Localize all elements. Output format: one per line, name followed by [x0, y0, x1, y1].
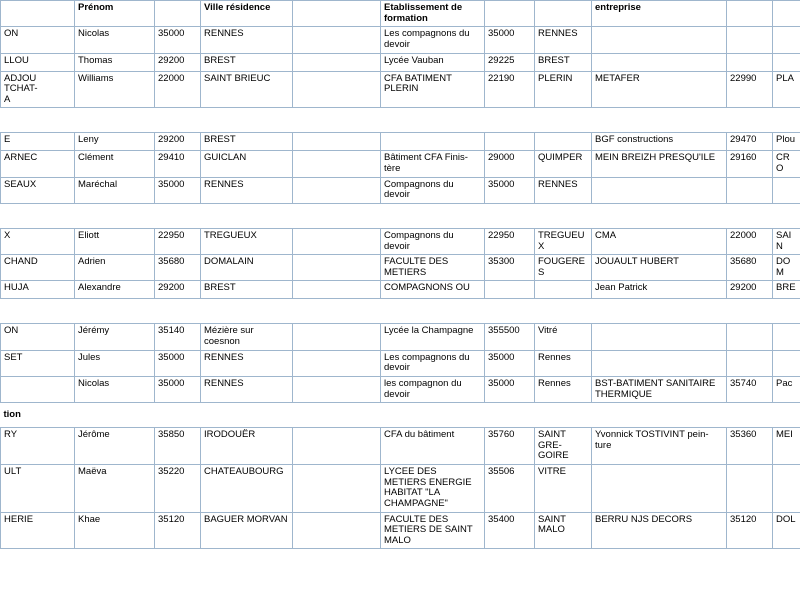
table-row[interactable]: [1, 465, 800, 513]
cell-entreprise[interactable]: METAFER: [592, 71, 727, 108]
spacer-cell: [1, 203, 800, 228]
cell-prenom[interactable]: Maëva: [75, 465, 155, 513]
spacer-row: [1, 108, 800, 133]
column-header-nom[interactable]: [1, 1, 75, 27]
cell-vide[interactable]: [293, 428, 381, 465]
cell-cp_ent[interactable]: [727, 27, 773, 53]
cell-cp_res[interactable]: 35140: [155, 324, 201, 350]
cell-ville_etab[interactable]: RENNES: [535, 27, 592, 53]
cell-prenom[interactable]: Adrien: [75, 255, 155, 281]
cell-ville_res[interactable]: RENNES: [201, 177, 293, 203]
cell-ville_res[interactable]: BREST: [201, 53, 293, 71]
cell-vide[interactable]: [293, 151, 381, 177]
column-header-entreprise[interactable]: entreprise: [592, 1, 727, 27]
cell-cp_etab[interactable]: 35300: [485, 255, 535, 281]
cell-cp_ent[interactable]: 29200: [727, 281, 773, 299]
column-header-prenom[interactable]: Prénom: [75, 1, 155, 27]
cell-entreprise[interactable]: MEIN BREIZH PRESQU'ILE: [592, 151, 727, 177]
cell-etab[interactable]: Compagnons du devoir: [381, 177, 485, 203]
cell-ville_ent[interactable]: DOM: [773, 255, 800, 281]
table-row[interactable]: [1, 324, 800, 350]
cell-ville_res[interactable]: RENNES: [201, 376, 293, 402]
cell-ville_res[interactable]: IRODOUËR: [201, 428, 293, 465]
cell-ville_ent[interactable]: [773, 324, 800, 350]
cell-vide[interactable]: [293, 512, 381, 549]
cell-vide[interactable]: [293, 27, 381, 53]
cell-ville_etab[interactable]: QUIMPER: [535, 151, 592, 177]
cell-ville_res[interactable]: DOMALAIN: [201, 255, 293, 281]
cell-nom[interactable]: CHAND: [1, 255, 75, 281]
cell-etab[interactable]: FACULTE DES METIERS DE SAINT MALO: [381, 512, 485, 549]
cell-etab[interactable]: Bâtiment CFA Finis- tère: [381, 151, 485, 177]
cell-cp_res[interactable]: 35000: [155, 27, 201, 53]
cell-entreprise[interactable]: Yvonnick TOSTIVINT pein- ture: [592, 428, 727, 465]
cell-cp_ent[interactable]: 35120: [727, 512, 773, 549]
cell-cp_etab[interactable]: [485, 133, 535, 151]
cell-ville_ent[interactable]: DOL: [773, 512, 800, 549]
cell-prenom[interactable]: Williams: [75, 71, 155, 108]
cell-nom[interactable]: E: [1, 133, 75, 151]
cell-nom[interactable]: ADJOU TCHAT- A: [1, 71, 75, 108]
cell-nom[interactable]: SET: [1, 350, 75, 376]
cell-etab[interactable]: FACULTE DES METIERS: [381, 255, 485, 281]
cell-vide[interactable]: [293, 53, 381, 71]
cell-etab[interactable]: CFA BATIMENT PLERIN: [381, 71, 485, 108]
cell-ville_etab[interactable]: BREST: [535, 53, 592, 71]
table-row[interactable]: [1, 428, 800, 465]
table-row[interactable]: [1, 376, 800, 402]
cell-cp_ent[interactable]: [727, 324, 773, 350]
spacer-cell: [1, 108, 800, 133]
cell-ville_res[interactable]: TREGUEUX: [201, 228, 293, 254]
column-header-cp_res[interactable]: [155, 1, 201, 27]
cell-entreprise[interactable]: [592, 350, 727, 376]
table-row[interactable]: [1, 255, 800, 281]
cell-prenom[interactable]: Jérémy: [75, 324, 155, 350]
cell-entreprise[interactable]: Jean Patrick: [592, 281, 727, 299]
cell-prenom[interactable]: Eliott: [75, 228, 155, 254]
section-heading-label: tion: [1, 403, 800, 428]
cell-entreprise[interactable]: JOUAULT HUBERT: [592, 255, 727, 281]
cell-ville_ent[interactable]: CRO: [773, 151, 800, 177]
table-row[interactable]: [1, 350, 800, 376]
cell-nom[interactable]: RY: [1, 428, 75, 465]
cell-prenom[interactable]: Maréchal: [75, 177, 155, 203]
cell-cp_etab[interactable]: 22950: [485, 228, 535, 254]
cell-entreprise[interactable]: [592, 53, 727, 71]
cell-ville_ent[interactable]: BRE: [773, 281, 800, 299]
cell-vide[interactable]: [293, 376, 381, 402]
cell-ville_ent[interactable]: [773, 465, 800, 513]
column-header-vide[interactable]: [293, 1, 381, 27]
cell-nom[interactable]: ULT: [1, 465, 75, 513]
cell-ville_etab[interactable]: Rennes: [535, 376, 592, 402]
cell-etab[interactable]: LYCEE DES METIERS ENERGIE HABITAT "LA CHAMPAGNE": [381, 465, 485, 513]
cell-cp_res[interactable]: 35000: [155, 376, 201, 402]
cell-ville_res[interactable]: BAGUER MORVAN: [201, 512, 293, 549]
cell-vide[interactable]: [293, 177, 381, 203]
cell-nom[interactable]: [1, 376, 75, 402]
cell-cp_etab[interactable]: 35000: [485, 376, 535, 402]
cell-ville_res[interactable]: GUICLAN: [201, 151, 293, 177]
cell-etab[interactable]: Lycée Vauban: [381, 53, 485, 71]
table-row[interactable]: [1, 281, 800, 299]
cell-ville_ent[interactable]: PLA: [773, 71, 800, 108]
cell-nom[interactable]: X: [1, 228, 75, 254]
cell-ville_etab[interactable]: [535, 281, 592, 299]
cell-ville_etab[interactable]: Vitré: [535, 324, 592, 350]
cell-ville_etab[interactable]: PLERIN: [535, 71, 592, 108]
cell-cp_etab[interactable]: 35400: [485, 512, 535, 549]
cell-ville_etab[interactable]: Rennes: [535, 350, 592, 376]
cell-nom[interactable]: LLOU: [1, 53, 75, 71]
cell-nom[interactable]: HUJA: [1, 281, 75, 299]
cell-etab[interactable]: les compagnon du devoir: [381, 376, 485, 402]
cell-cp_res[interactable]: 35120: [155, 512, 201, 549]
cell-cp_ent[interactable]: 35360: [727, 428, 773, 465]
cell-ville_res[interactable]: BREST: [201, 133, 293, 151]
cell-prenom[interactable]: Clément: [75, 151, 155, 177]
cell-ville_ent[interactable]: [773, 350, 800, 376]
cell-cp_etab[interactable]: 22190: [485, 71, 535, 108]
cell-prenom[interactable]: Alexandre: [75, 281, 155, 299]
table-row[interactable]: [1, 512, 800, 549]
cell-ville_res[interactable]: SAINT BRIEUC: [201, 71, 293, 108]
cell-etab[interactable]: COMPAGNONS OU: [381, 281, 485, 299]
cell-cp_res[interactable]: 35680: [155, 255, 201, 281]
cell-entreprise[interactable]: [592, 177, 727, 203]
table-row[interactable]: [1, 151, 800, 177]
cell-ville_etab[interactable]: TREGUEUX: [535, 228, 592, 254]
cell-cp_etab[interactable]: 29000: [485, 151, 535, 177]
cell-prenom[interactable]: Jérôme: [75, 428, 155, 465]
table-row[interactable]: [1, 53, 800, 71]
cell-ville_ent[interactable]: SAIN: [773, 228, 800, 254]
table-row[interactable]: [1, 133, 800, 151]
cell-ville_etab[interactable]: SAINT MALO: [535, 512, 592, 549]
cell-ville_ent[interactable]: Pac: [773, 376, 800, 402]
cell-prenom[interactable]: Leny: [75, 133, 155, 151]
cell-ville_res[interactable]: RENNES: [201, 27, 293, 53]
spacer-row: [1, 203, 800, 228]
table-row[interactable]: [1, 71, 800, 108]
cell-etab[interactable]: Les compagnons du devoir: [381, 27, 485, 53]
cell-ville_ent[interactable]: MEI: [773, 428, 800, 465]
cell-cp_ent[interactable]: [727, 177, 773, 203]
column-header-ville_res[interactable]: Ville résidence: [201, 1, 293, 27]
cell-ville_res[interactable]: BREST: [201, 281, 293, 299]
cell-ville_ent[interactable]: [773, 177, 800, 203]
cell-ville_etab[interactable]: VITRE: [535, 465, 592, 513]
table-header-row: [1, 1, 800, 27]
cell-ville_ent[interactable]: [773, 27, 800, 53]
cell-cp_res[interactable]: 29410: [155, 151, 201, 177]
cell-cp_res[interactable]: 22000: [155, 71, 201, 108]
spacer-row: [1, 299, 800, 324]
spacer-cell: [1, 299, 800, 324]
cell-vide[interactable]: [293, 324, 381, 350]
cell-etab[interactable]: Compagnons du devoir: [381, 228, 485, 254]
cell-cp_ent[interactable]: 35740: [727, 376, 773, 402]
cell-cp_res[interactable]: 35000: [155, 177, 201, 203]
cell-entreprise[interactable]: CMA: [592, 228, 727, 254]
cell-vide[interactable]: [293, 281, 381, 299]
cell-cp_etab[interactable]: 35506: [485, 465, 535, 513]
cell-cp_res[interactable]: 29200: [155, 53, 201, 71]
cell-nom[interactable]: ON: [1, 324, 75, 350]
cell-cp_etab[interactable]: 35000: [485, 350, 535, 376]
cell-ville_etab[interactable]: SAINT GRE- GOIRE: [535, 428, 592, 465]
cell-cp_res[interactable]: 35850: [155, 428, 201, 465]
cell-entreprise[interactable]: [592, 324, 727, 350]
cell-etab[interactable]: Les compagnons du devoir: [381, 350, 485, 376]
cell-etab[interactable]: Lycée la Champagne: [381, 324, 485, 350]
cell-ville_res[interactable]: CHATEAUBOURG: [201, 465, 293, 513]
cell-cp_etab[interactable]: 35000: [485, 177, 535, 203]
cell-ville_res[interactable]: RENNES: [201, 350, 293, 376]
section-heading-row: [1, 403, 800, 428]
cell-vide[interactable]: [293, 228, 381, 254]
cell-etab[interactable]: [381, 133, 485, 151]
cell-cp_ent[interactable]: 22000: [727, 228, 773, 254]
column-header-cp_etab[interactable]: [485, 1, 535, 27]
table-row[interactable]: [1, 27, 800, 53]
cell-vide[interactable]: [293, 133, 381, 151]
cell-ville_res[interactable]: Mézière sur coesnon: [201, 324, 293, 350]
cell-ville_etab[interactable]: RENNES: [535, 177, 592, 203]
cell-entreprise[interactable]: [592, 27, 727, 53]
table-row[interactable]: [1, 228, 800, 254]
column-header-ville_ent[interactable]: [773, 1, 800, 27]
cell-cp_etab[interactable]: [485, 281, 535, 299]
cell-ville_etab[interactable]: FOUGERES: [535, 255, 592, 281]
cell-etab[interactable]: CFA du bâtiment: [381, 428, 485, 465]
cell-prenom[interactable]: Nicolas: [75, 27, 155, 53]
cell-ville_etab[interactable]: [535, 133, 592, 151]
cell-cp_etab[interactable]: 29225: [485, 53, 535, 71]
table-body: [1, 1, 800, 549]
cell-cp_ent[interactable]: 22990: [727, 71, 773, 108]
cell-entreprise[interactable]: BST-BATIMENT SANITAIRE THERMIQUE: [592, 376, 727, 402]
cell-prenom[interactable]: Nicolas: [75, 376, 155, 402]
cell-ville_ent[interactable]: [773, 53, 800, 71]
cell-cp_etab[interactable]: 35760: [485, 428, 535, 465]
cell-nom[interactable]: SEAUX: [1, 177, 75, 203]
column-header-cp_ent[interactable]: [727, 1, 773, 27]
cell-cp_ent[interactable]: [727, 53, 773, 71]
cell-cp_res[interactable]: 29200: [155, 133, 201, 151]
cell-vide[interactable]: [293, 465, 381, 513]
cell-cp_res[interactable]: 22950: [155, 228, 201, 254]
cell-entreprise[interactable]: BGF constructions: [592, 133, 727, 151]
cell-cp_ent[interactable]: [727, 465, 773, 513]
cell-cp_res[interactable]: 29200: [155, 281, 201, 299]
cell-vide[interactable]: [293, 255, 381, 281]
cell-prenom[interactable]: Khae: [75, 512, 155, 549]
cell-vide[interactable]: [293, 350, 381, 376]
cell-entreprise[interactable]: [592, 465, 727, 513]
column-header-etab[interactable]: Etablissement de formation: [381, 1, 485, 27]
cell-prenom[interactable]: Jules: [75, 350, 155, 376]
cell-cp_res[interactable]: 35000: [155, 350, 201, 376]
cell-cp_etab[interactable]: 35000: [485, 27, 535, 53]
cell-nom[interactable]: ARNEC: [1, 151, 75, 177]
cell-ville_ent[interactable]: Plou: [773, 133, 800, 151]
cell-cp_ent[interactable]: 29160: [727, 151, 773, 177]
cell-cp_ent[interactable]: 35680: [727, 255, 773, 281]
cell-cp_etab[interactable]: 355500: [485, 324, 535, 350]
table-row[interactable]: [1, 177, 800, 203]
column-header-ville_etab[interactable]: [535, 1, 592, 27]
cell-nom[interactable]: HERIE: [1, 512, 75, 549]
cell-nom[interactable]: ON: [1, 27, 75, 53]
cell-cp_ent[interactable]: 29470: [727, 133, 773, 151]
cell-entreprise[interactable]: BERRU NJS DECORS: [592, 512, 727, 549]
cell-cp_res[interactable]: 35220: [155, 465, 201, 513]
cell-cp_ent[interactable]: [727, 350, 773, 376]
cell-vide[interactable]: [293, 71, 381, 108]
cell-prenom[interactable]: Thomas: [75, 53, 155, 71]
